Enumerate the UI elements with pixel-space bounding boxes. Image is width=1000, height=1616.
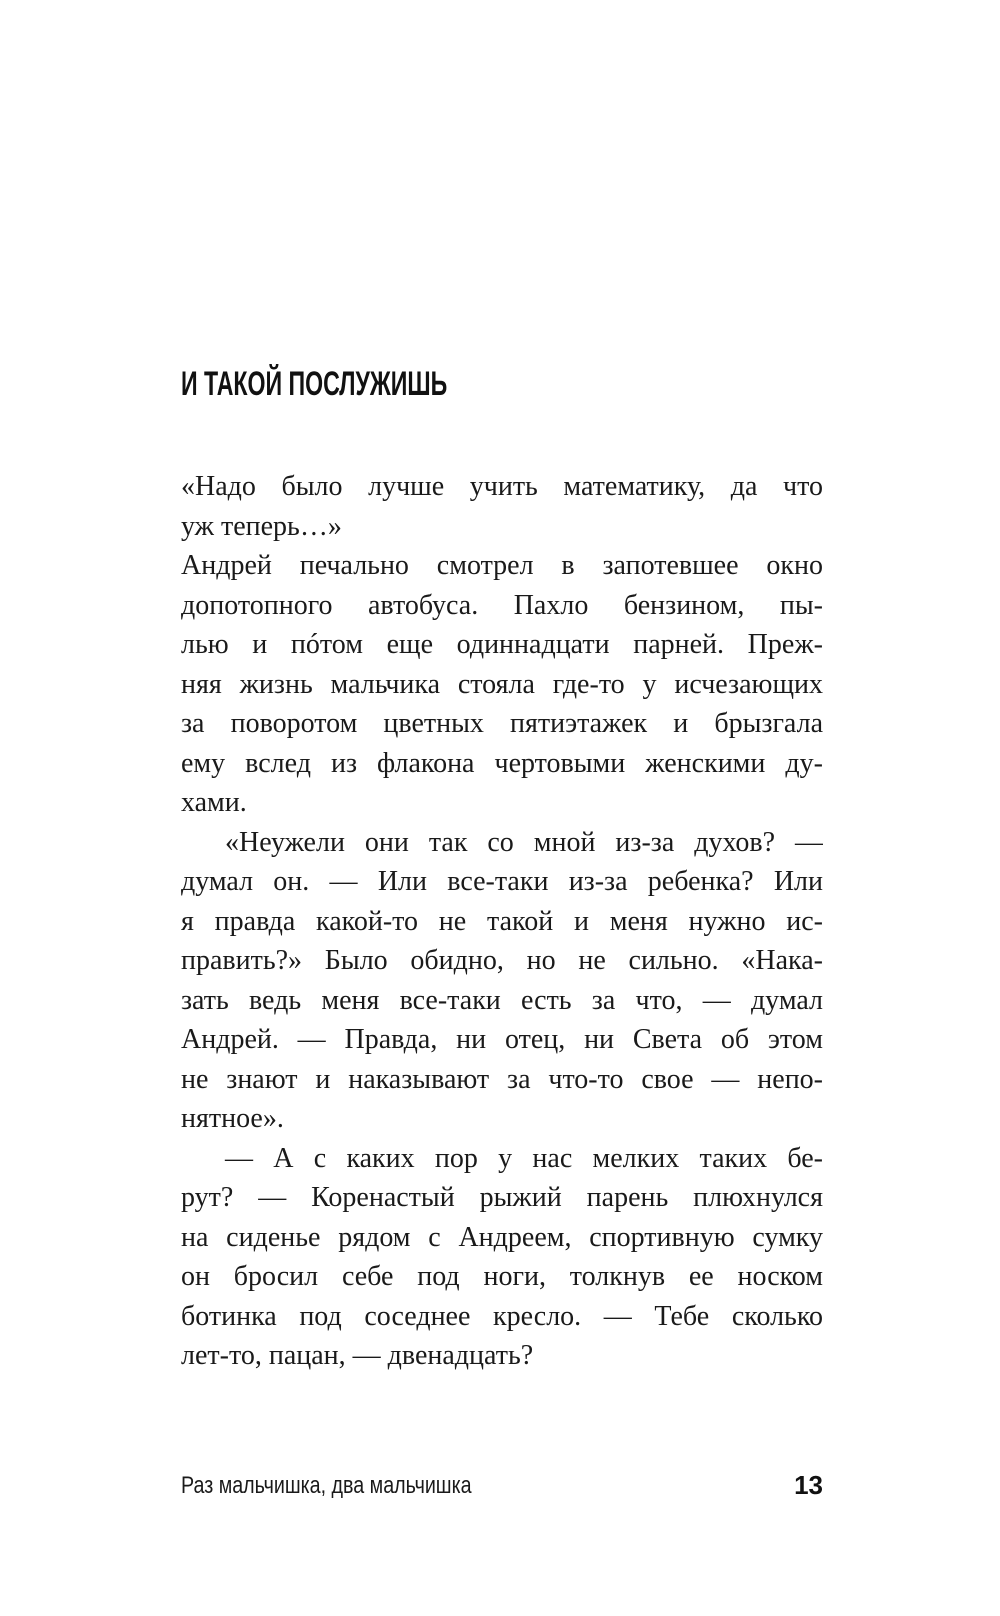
text-line: няя жизнь мальчика стояла где-то у исчезающих (181, 668, 823, 700)
text-line: зать ведь меня все-таки есть за что, — думал (181, 984, 823, 1016)
text-line: не знают и наказывают за что-то свое — непо- (181, 1063, 823, 1095)
text-line: — А с каких пор у нас мелких таких бе- (225, 1142, 823, 1174)
text-line: нятное». (181, 1103, 284, 1134)
text-line: «Неужели они так со мной из-за духов? — (225, 826, 823, 858)
text-line: лью и пóтом еще одиннадцати парней. Преж- (181, 629, 823, 660)
text-line: Андрей. — Правда, ни отец, ни Света об этом (181, 1024, 823, 1055)
chapter-title: И ТАКОЙ ПОСЛУЖИШЬ (181, 365, 448, 403)
text-line: хами. (181, 787, 247, 818)
paragraph (181, 546, 823, 823)
body-text (181, 467, 823, 1376)
text-line: «Надо было лучше учить математику, да что (181, 471, 823, 502)
text-line: Андрей печально смотрел в запотевшее окно (181, 550, 823, 581)
text-line: править?» Было обидно, но не сильно. «Нака- (181, 945, 823, 976)
text-line: лет-то, пацан, — двенадцать? (181, 1340, 534, 1371)
text-line: он бросил себе под ноги, толкнув ее носком (181, 1261, 823, 1292)
running-footer-book-title: Раз мальчишка, два мальчишка (181, 1472, 472, 1499)
paragraph (181, 823, 823, 1139)
paragraph (181, 467, 823, 546)
text-line: допотопного автобуса. Пахло бензином, пы- (181, 589, 823, 621)
text-line: за поворотом цветных пятиэтажек и брызгала (181, 708, 823, 739)
page-number: 13 (794, 1470, 823, 1500)
text-line: рут? — Коренастый рыжий парень плюхнулся (181, 1182, 823, 1213)
text-line: думал он. — Или все-таки из-за ребенка? Или (181, 866, 823, 897)
text-line: ему вслед из флакона чертовыми женскими ду- (181, 747, 823, 779)
text-line: уж теперь…» (181, 510, 342, 542)
text-line: ботинка под соседнее кресло. — Тебе сколько (181, 1300, 823, 1332)
paragraph (181, 1139, 823, 1376)
text-line: на сиденье рядом с Андреем, спортивную сумку (181, 1221, 823, 1253)
text-line: я правда какой-то не такой и меня нужно ис- (181, 905, 823, 937)
